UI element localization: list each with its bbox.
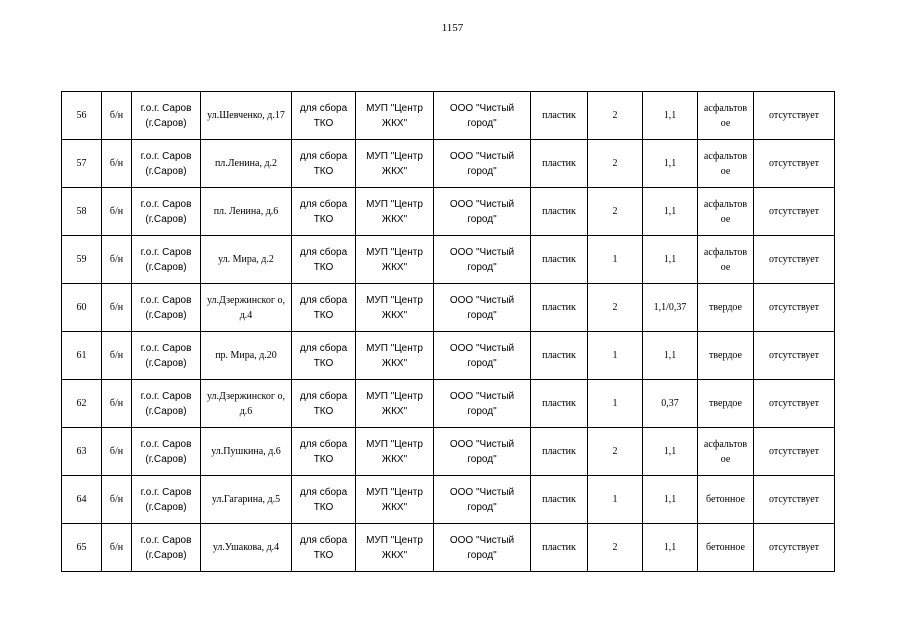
municipality-cell: г.о.г. Саров (г.Саров) <box>132 236 201 284</box>
number-cell: 56 <box>62 92 102 140</box>
table-row <box>62 92 835 140</box>
fence-cell: отсутствует <box>754 524 835 572</box>
operator-cell: ООО "Чистый город" <box>434 284 531 332</box>
volume-cell: 0,37 <box>643 380 698 428</box>
container-count-cell: 1 <box>588 380 643 428</box>
table-row <box>62 332 835 380</box>
owner-cell: МУП "Центр ЖКХ" <box>356 524 434 572</box>
operator-cell: ООО "Чистый город" <box>434 524 531 572</box>
municipality-cell: г.о.г. Саров (г.Саров) <box>132 92 201 140</box>
material-cell: пластик <box>531 92 588 140</box>
municipality-cell: г.о.г. Саров (г.Саров) <box>132 380 201 428</box>
type-cell: б/н <box>102 380 132 428</box>
surface-cell: асфальтов ое <box>698 92 754 140</box>
owner-cell: МУП "Центр ЖКХ" <box>356 92 434 140</box>
address-cell: ул.Гагарина, д.5 <box>201 476 292 524</box>
surface-cell: асфальтов ое <box>698 236 754 284</box>
surface-cell: бетонное <box>698 524 754 572</box>
container-count-cell: 2 <box>588 428 643 476</box>
fence-cell: отсутствует <box>754 476 835 524</box>
surface-cell: асфальтов ое <box>698 140 754 188</box>
number-cell: 63 <box>62 428 102 476</box>
address-cell: пл. Ленина, д.6 <box>201 188 292 236</box>
material-cell: пластик <box>531 284 588 332</box>
owner-cell: МУП "Центр ЖКХ" <box>356 236 434 284</box>
material-cell: пластик <box>531 524 588 572</box>
purpose-cell: для сбора ТКО <box>292 284 356 332</box>
fence-cell: отсутствует <box>754 380 835 428</box>
material-cell: пластик <box>531 332 588 380</box>
number-cell: 60 <box>62 284 102 332</box>
material-cell: пластик <box>531 380 588 428</box>
material-cell: пластик <box>531 188 588 236</box>
purpose-cell: для сбора ТКО <box>292 140 356 188</box>
address-cell: ул.Дзержинског о, д.6 <box>201 380 292 428</box>
address-cell: пр. Мира, д.20 <box>201 332 292 380</box>
address-cell: ул.Шевченко, д.17 <box>201 92 292 140</box>
number-cell: 57 <box>62 140 102 188</box>
registry-body <box>62 92 835 572</box>
operator-cell: ООО "Чистый город" <box>434 188 531 236</box>
municipality-cell: г.о.г. Саров (г.Саров) <box>132 428 201 476</box>
purpose-cell: для сбора ТКО <box>292 428 356 476</box>
purpose-cell: для сбора ТКО <box>292 188 356 236</box>
container-count-cell: 2 <box>588 140 643 188</box>
volume-cell: 1,1/0,37 <box>643 284 698 332</box>
type-cell: б/н <box>102 188 132 236</box>
fence-cell: отсутствует <box>754 332 835 380</box>
material-cell: пластик <box>531 428 588 476</box>
operator-cell: ООО "Чистый город" <box>434 140 531 188</box>
operator-cell: ООО "Чистый город" <box>434 236 531 284</box>
type-cell: б/н <box>102 92 132 140</box>
municipality-cell: г.о.г. Саров (г.Саров) <box>132 332 201 380</box>
address-cell: ул. Мира, д.2 <box>201 236 292 284</box>
fence-cell: отсутствует <box>754 428 835 476</box>
owner-cell: МУП "Центр ЖКХ" <box>356 428 434 476</box>
table-row <box>62 236 835 284</box>
material-cell: пластик <box>531 236 588 284</box>
operator-cell: ООО "Чистый город" <box>434 428 531 476</box>
fence-cell: отсутствует <box>754 140 835 188</box>
purpose-cell: для сбора ТКО <box>292 380 356 428</box>
surface-cell: бетонное <box>698 476 754 524</box>
fence-cell: отсутствует <box>754 188 835 236</box>
volume-cell: 1,1 <box>643 140 698 188</box>
container-count-cell: 1 <box>588 236 643 284</box>
operator-cell: ООО "Чистый город" <box>434 92 531 140</box>
type-cell: б/н <box>102 428 132 476</box>
surface-cell: асфальтов ое <box>698 428 754 476</box>
number-cell: 59 <box>62 236 102 284</box>
owner-cell: МУП "Центр ЖКХ" <box>356 332 434 380</box>
type-cell: б/н <box>102 476 132 524</box>
container-count-cell: 2 <box>588 524 643 572</box>
table-row <box>62 476 835 524</box>
number-cell: 62 <box>62 380 102 428</box>
container-count-cell: 1 <box>588 476 643 524</box>
volume-cell: 1,1 <box>643 476 698 524</box>
operator-cell: ООО "Чистый город" <box>434 332 531 380</box>
container-count-cell: 2 <box>588 188 643 236</box>
address-cell: ул.Дзержинског о, д.4 <box>201 284 292 332</box>
type-cell: б/н <box>102 284 132 332</box>
material-cell: пластик <box>531 140 588 188</box>
table-row <box>62 428 835 476</box>
municipality-cell: г.о.г. Саров (г.Саров) <box>132 188 201 236</box>
address-cell: ул.Пушкина, д.6 <box>201 428 292 476</box>
owner-cell: МУП "Центр ЖКХ" <box>356 380 434 428</box>
fence-cell: отсутствует <box>754 92 835 140</box>
operator-cell: ООО "Чистый город" <box>434 380 531 428</box>
address-cell: ул.Ушакова, д.4 <box>201 524 292 572</box>
purpose-cell: для сбора ТКО <box>292 476 356 524</box>
volume-cell: 1,1 <box>643 524 698 572</box>
purpose-cell: для сбора ТКО <box>292 524 356 572</box>
table-row <box>62 188 835 236</box>
table-row <box>62 140 835 188</box>
owner-cell: МУП "Центр ЖКХ" <box>356 284 434 332</box>
material-cell: пластик <box>531 476 588 524</box>
volume-cell: 1,1 <box>643 332 698 380</box>
surface-cell: твердое <box>698 332 754 380</box>
owner-cell: МУП "Центр ЖКХ" <box>356 188 434 236</box>
table-row <box>62 380 835 428</box>
type-cell: б/н <box>102 332 132 380</box>
municipality-cell: г.о.г. Саров (г.Саров) <box>132 140 201 188</box>
purpose-cell: для сбора ТКО <box>292 92 356 140</box>
municipality-cell: г.о.г. Саров (г.Саров) <box>132 524 201 572</box>
surface-cell: твердое <box>698 284 754 332</box>
container-count-cell: 2 <box>588 92 643 140</box>
surface-cell: асфальтов ое <box>698 188 754 236</box>
owner-cell: МУП "Центр ЖКХ" <box>356 140 434 188</box>
number-cell: 65 <box>62 524 102 572</box>
volume-cell: 1,1 <box>643 428 698 476</box>
municipality-cell: г.о.г. Саров (г.Саров) <box>132 284 201 332</box>
page-number: 1157 <box>441 22 464 34</box>
type-cell: б/н <box>102 236 132 284</box>
volume-cell: 1,1 <box>643 92 698 140</box>
owner-cell: МУП "Центр ЖКХ" <box>356 476 434 524</box>
registry-table <box>61 91 835 572</box>
table-row <box>62 524 835 572</box>
surface-cell: твердое <box>698 380 754 428</box>
purpose-cell: для сбора ТКО <box>292 332 356 380</box>
type-cell: б/н <box>102 140 132 188</box>
table-row <box>62 284 835 332</box>
number-cell: 58 <box>62 188 102 236</box>
type-cell: б/н <box>102 524 132 572</box>
container-count-cell: 2 <box>588 284 643 332</box>
volume-cell: 1,1 <box>643 236 698 284</box>
purpose-cell: для сбора ТКО <box>292 236 356 284</box>
number-cell: 64 <box>62 476 102 524</box>
fence-cell: отсутствует <box>754 284 835 332</box>
operator-cell: ООО "Чистый город" <box>434 476 531 524</box>
municipality-cell: г.о.г. Саров (г.Саров) <box>132 476 201 524</box>
volume-cell: 1,1 <box>643 188 698 236</box>
address-cell: пл.Ленина, д.2 <box>201 140 292 188</box>
container-count-cell: 1 <box>588 332 643 380</box>
fence-cell: отсутствует <box>754 236 835 284</box>
number-cell: 61 <box>62 332 102 380</box>
